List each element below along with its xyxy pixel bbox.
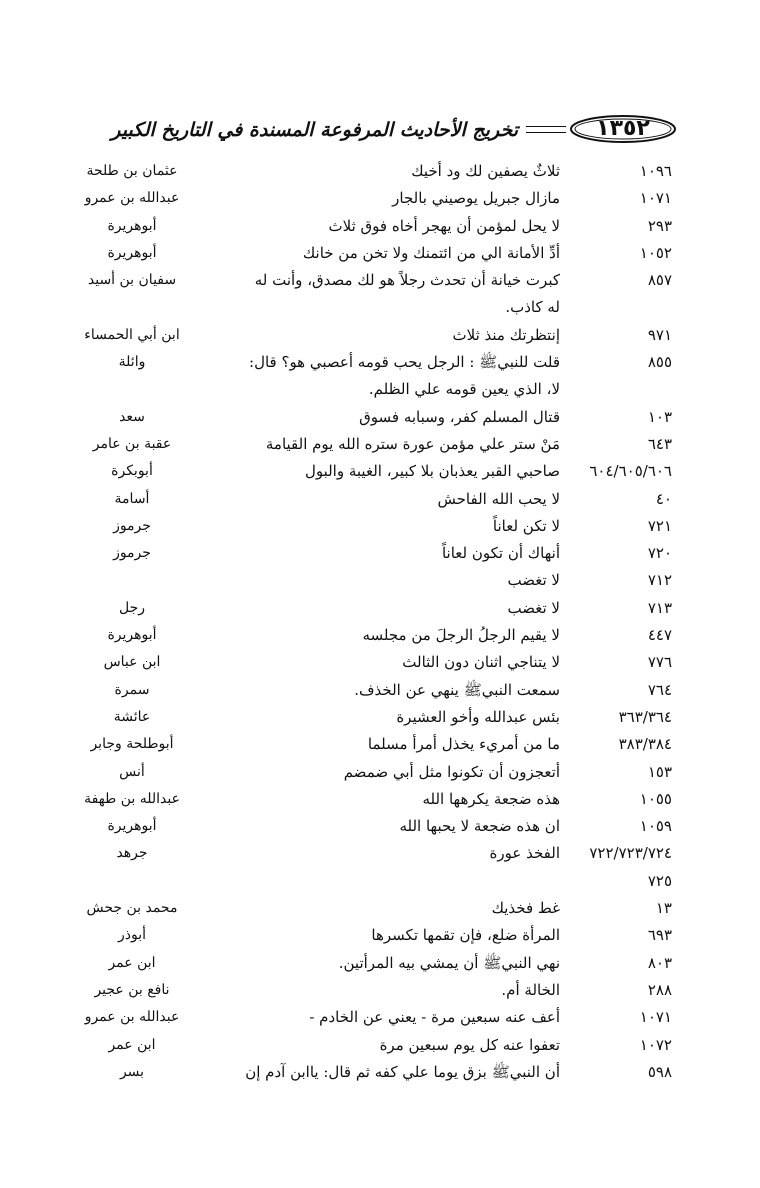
hadith-number: ١٥٣ <box>647 762 672 781</box>
list-item <box>0 649 760 676</box>
page-header <box>112 112 678 148</box>
list-item <box>0 486 760 513</box>
hadith-number: ٧٢٥ <box>647 871 672 890</box>
hadith-text: لا تكن لعاناً <box>492 516 560 535</box>
list-item <box>0 240 760 267</box>
list-item <box>0 677 760 704</box>
narrator-name: أبوهريرة <box>107 217 157 234</box>
narrator-name: أبوذر <box>117 927 146 944</box>
hadith-text: لا يقيم الرجلُ الرجلَ من مجلسه <box>362 626 560 645</box>
hadith-text: أدِّ الأمانة الي من ائتمنك ولا تخن من خانك <box>302 243 560 262</box>
hadith-number: ١٠٧١ <box>639 1008 672 1027</box>
book-title: تخريج الأحاديث المرفوعة المسندة في التاريخ الكبير <box>111 119 518 141</box>
hadith-text: أن النبيﷺ بزق يوما علي كفه ثم قال: ياابن آدم إن <box>245 1062 560 1081</box>
hadith-text: ما من أمريء يخذل أمرأ مسلما <box>367 735 560 754</box>
hadith-text: أعف عنه سبعين مرة - يعني عن الخادم - <box>309 1008 560 1027</box>
narrator-name: نافع بن عجير <box>94 981 170 998</box>
page-number-badge <box>568 114 678 144</box>
hadith-text: هذه ضجعة يكرهها الله <box>422 789 560 808</box>
hadith-number: ١٣ <box>655 899 672 918</box>
hadith-number: ٦٩٣ <box>647 926 672 945</box>
list-item <box>0 267 760 322</box>
hadith-number: ٨٥٥ <box>647 353 672 372</box>
hadith-number: ١٠٥٥ <box>639 789 672 808</box>
list-item <box>0 895 760 922</box>
narrator-name: عقبة بن عامر <box>92 435 172 452</box>
list-item <box>0 840 760 867</box>
list-item <box>0 922 760 949</box>
hadith-text: أتعجزون أن تكونوا مثل أبي ضمضم <box>343 762 560 781</box>
narrator-name: أبوبكرة <box>111 463 153 480</box>
narrator-name: عبدالله بن طهفة <box>84 790 180 807</box>
hadith-text: كبرت خيانة أن تحدث رجلاً هو لك مصدق، وأنت له له كاذب. <box>254 271 560 317</box>
hadith-text: إنتظرتك منذ ثلاث <box>452 325 560 344</box>
hadith-number: ٧٢١ <box>647 516 672 535</box>
list-item <box>0 213 760 240</box>
hadith-number: ٧٧٦ <box>647 653 672 672</box>
hadith-text: أنهاك أن تكون لعاناً <box>441 544 560 563</box>
hadith-number: ٤٠ <box>655 489 672 508</box>
narrator-name: أنس <box>119 763 145 780</box>
hadith-text: مَنْ ستر علي مؤمن عورة ستره الله يوم القيامة <box>265 434 560 453</box>
list-item <box>0 1032 760 1059</box>
list-item <box>0 185 760 212</box>
hadith-text: قلت للنبيﷺ : الرجل يحب قومه أعصبي هو؟ قال: لا، الذي يعين قومه علي الظلم. <box>249 353 560 399</box>
hadith-text: قتال المسلم كفر، وسبابه فسوق <box>359 407 560 426</box>
list-item <box>0 567 760 594</box>
narrator-name: محمد بن جحش <box>86 900 178 917</box>
hadith-text: بئس عبدالله وأخو العشيرة <box>396 707 560 726</box>
list-item <box>0 404 760 431</box>
narrator-name: سمرة <box>114 681 150 698</box>
hadith-number: ٨٠٣ <box>647 953 672 972</box>
hadith-number: ٣٨٣/٣٨٤ <box>618 735 672 754</box>
narrator-name: رجل <box>118 599 146 616</box>
hadith-number: ٧٢٠ <box>647 544 672 563</box>
narrator-name: أبوهريرة <box>107 627 157 644</box>
hadith-text: صاحبي القبر يعذبان بلا كبير، الغيبة والبول <box>304 462 560 481</box>
hadith-text: الخالة أم. <box>501 980 560 999</box>
hadith-index-list <box>0 158 760 1086</box>
list-item <box>0 622 760 649</box>
hadith-text: ثلاثٌ يصفين لك ود أخيك <box>411 162 560 180</box>
hadith-number: ٩٧١ <box>647 325 672 344</box>
narrator-name: عثمان بن طلحة <box>86 163 178 179</box>
hadith-text: سمعت النبيﷺ ينهي عن الخذف. <box>354 680 560 699</box>
hadith-number: ١٠٧٢ <box>639 1035 672 1054</box>
hadith-number: ١٠٥٩ <box>639 817 672 836</box>
list-item <box>0 595 760 622</box>
hadith-number: ١٠٣ <box>647 407 672 426</box>
hadith-text: لا تغضب <box>507 571 560 590</box>
hadith-number: ١٠٥٢ <box>639 243 672 262</box>
hadith-number: ١٠٧١ <box>639 189 672 208</box>
hadith-number: ١٠٩٦ <box>639 162 672 180</box>
hadith-text: لا يحل لمؤمن أن يهجر أخاه فوق ثلاث <box>328 216 560 235</box>
narrator-name: ابن عمر <box>108 1036 156 1053</box>
list-item <box>0 868 760 895</box>
narrator-name: أبوهريرة <box>107 818 157 835</box>
hadith-number: ٨٥٧ <box>647 271 672 290</box>
hadith-number: ٧١٣ <box>647 598 672 617</box>
narrator-name: وائلة <box>118 354 146 371</box>
list-item <box>0 513 760 540</box>
header-rule <box>526 126 566 133</box>
hadith-text: مازال جبريل يوصيني بالجار <box>392 189 560 208</box>
narrator-name: ابن عباس <box>103 654 161 671</box>
hadith-number: ٦٤٣ <box>647 434 672 453</box>
list-item <box>0 431 760 458</box>
hadith-number: ٧٢٢/٧٢٣/٧٢٤ <box>589 844 672 863</box>
hadith-text: لا يحب الله الفاحش <box>437 489 560 508</box>
hadith-number: ٣٦٣/٣٦٤ <box>618 707 672 726</box>
list-item <box>0 458 760 485</box>
hadith-text: المرأة ضلع، فإن تقمها تكسرها <box>371 926 560 945</box>
narrator-name: بسر <box>119 1063 145 1080</box>
hadith-number: ٧٦٤ <box>647 680 672 699</box>
list-item <box>0 1059 760 1086</box>
narrator-name: جرموز <box>113 517 151 534</box>
list-item <box>0 322 760 349</box>
hadith-number: ٢٩٣ <box>647 216 672 235</box>
hadith-text: غط فخذيك <box>491 899 560 918</box>
page-number: ١٣٥٢ <box>596 116 650 141</box>
list-item <box>0 813 760 840</box>
list-item <box>0 950 760 977</box>
list-item <box>0 158 760 185</box>
hadith-number: ٧١٢ <box>647 571 672 590</box>
hadith-text: لا يتناجي اثنان دون الثالث <box>402 653 560 672</box>
hadith-number: ٥٩٨ <box>647 1062 672 1081</box>
narrator-name: عبدالله بن عمرو <box>84 1009 180 1026</box>
narrator-name: سفيان بن أسيد <box>87 272 177 289</box>
narrator-name: عبدالله بن عمرو <box>84 190 180 207</box>
list-item <box>0 704 760 731</box>
hadith-text: تعفوا عنه كل يوم سبعين مرة <box>379 1035 560 1054</box>
list-item <box>0 1004 760 1031</box>
narrator-name: عائشة <box>113 708 151 725</box>
list-item <box>0 349 760 404</box>
narrator-name: جرموز <box>113 545 151 562</box>
hadith-number: ٤٤٧ <box>647 626 672 645</box>
hadith-text: نهي النبيﷺ أن يمشي بيه المرأتين. <box>338 953 560 972</box>
list-item <box>0 977 760 1004</box>
hadith-number: ٦٠٤/٦٠٥/٦٠٦ <box>589 462 672 481</box>
narrator-name: ابن أبي الحمساء <box>84 326 180 343</box>
hadith-number: ٢٨٨ <box>647 980 672 999</box>
list-item <box>0 540 760 567</box>
narrator-name: جرهد <box>116 845 148 862</box>
narrator-name: ابن عمر <box>108 954 156 971</box>
hadith-text: لا تغضب <box>507 598 560 617</box>
hadith-text: الفخذ عورة <box>489 844 560 863</box>
list-item <box>0 759 760 786</box>
hadith-text: ان هذه ضجعة لا يحبها الله <box>399 817 560 836</box>
narrator-name: سعد <box>119 408 145 425</box>
narrator-name: أبوهريرة <box>107 244 157 261</box>
list-item <box>0 731 760 758</box>
list-item <box>0 786 760 813</box>
narrator-name: أبوطلحة وجابر <box>90 736 174 753</box>
narrator-name: أسامة <box>114 490 150 507</box>
